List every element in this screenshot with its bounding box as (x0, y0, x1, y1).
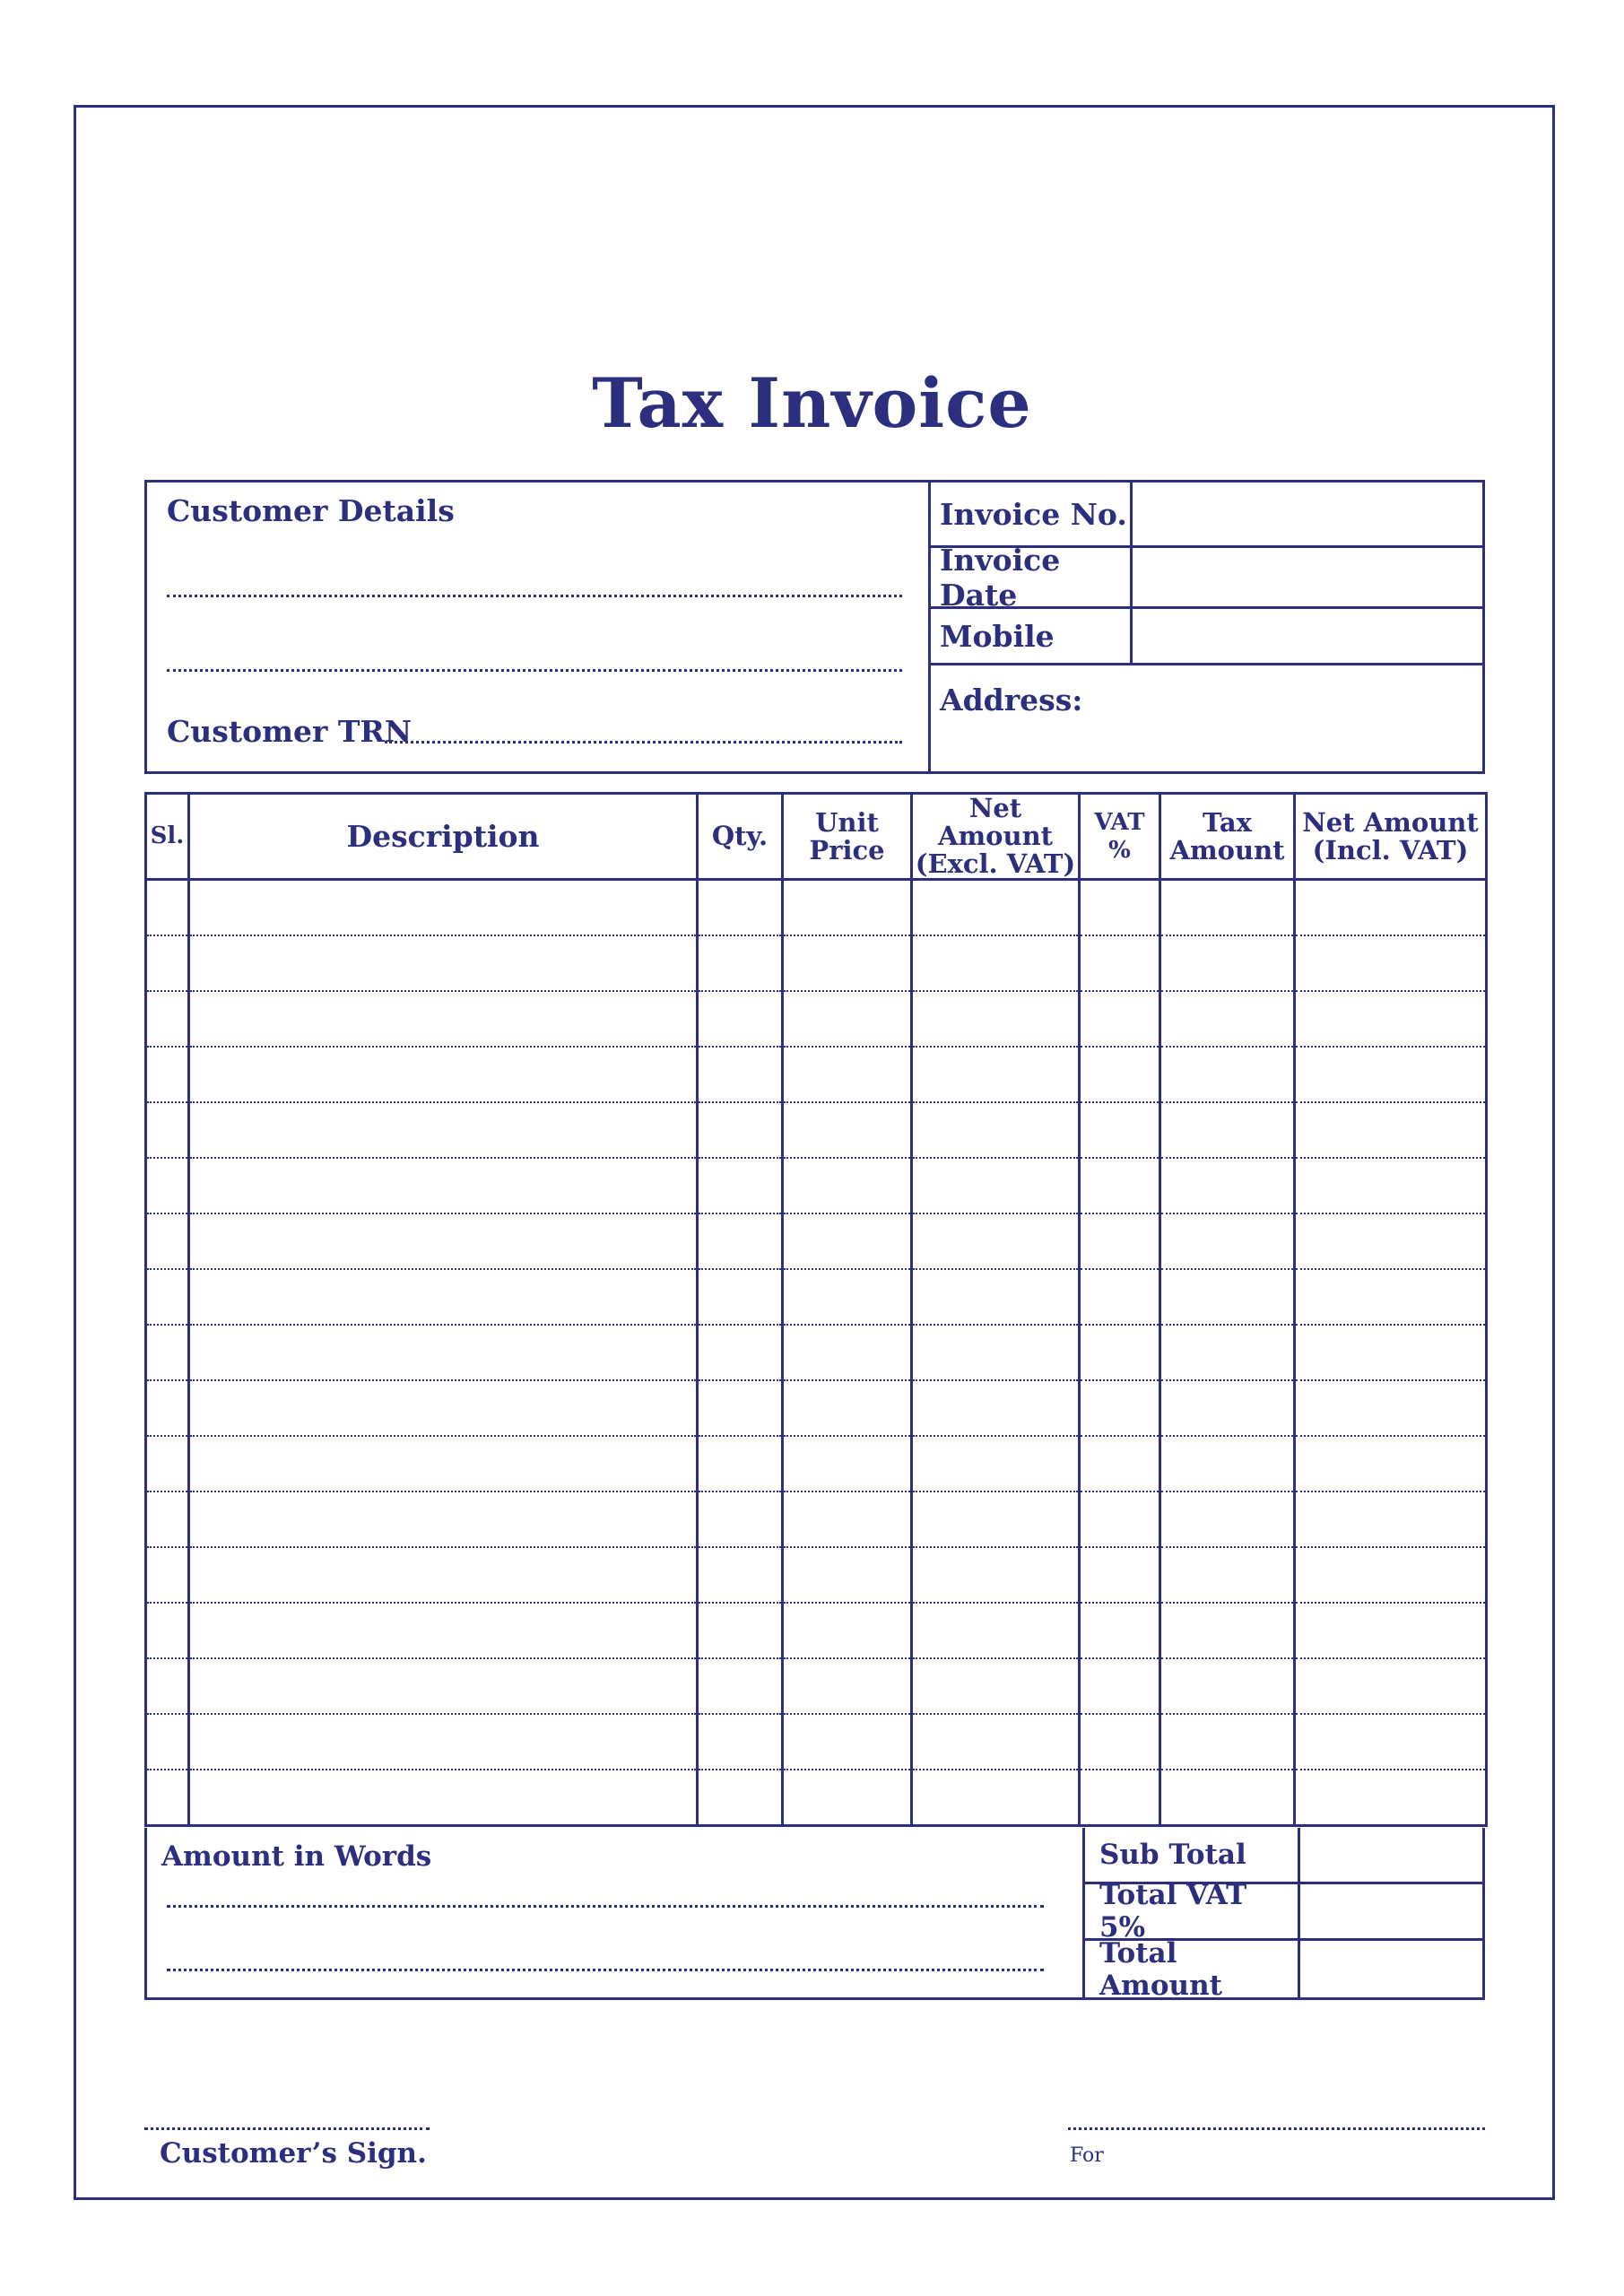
cell-vat-percent[interactable] (1080, 1547, 1160, 1603)
cell-unit-price[interactable] (783, 1658, 912, 1714)
cell-description[interactable] (189, 1102, 698, 1158)
table-row (146, 1547, 1487, 1603)
cell-sl[interactable] (146, 1603, 189, 1658)
cell-net-excl-vat[interactable] (912, 1380, 1080, 1436)
table-row (146, 1158, 1487, 1213)
cell-sl[interactable] (146, 1047, 189, 1102)
cell-net-excl-vat[interactable] (912, 1714, 1080, 1770)
invoice-no-row (931, 483, 1482, 548)
cell-qty[interactable] (698, 1492, 783, 1547)
cell-net-excl-vat[interactable] (912, 1436, 1080, 1492)
cell-vat-percent[interactable] (1080, 880, 1160, 936)
table-row (146, 1047, 1487, 1102)
cell-vat-percent[interactable] (1080, 1102, 1160, 1158)
cell-net-incl-vat[interactable] (1295, 1380, 1487, 1436)
table-row (146, 1492, 1487, 1547)
table-row (146, 1714, 1487, 1770)
cell-sl[interactable] (146, 1658, 189, 1714)
cell-qty[interactable] (698, 1047, 783, 1102)
mobile-label: Mobile (931, 609, 1133, 663)
col-header-description: Description (189, 794, 698, 880)
cell-description[interactable] (189, 1658, 698, 1714)
cell-unit-price[interactable] (783, 1714, 912, 1770)
table-row (146, 1380, 1487, 1436)
for-sign-line[interactable] (1068, 2127, 1485, 2130)
cell-qty[interactable] (698, 1213, 783, 1269)
header-block (144, 480, 1485, 774)
cell-description[interactable] (189, 1325, 698, 1380)
table-row (146, 1436, 1487, 1492)
cell-tax-amount[interactable] (1160, 1102, 1295, 1158)
cell-unit-price[interactable] (783, 1325, 912, 1380)
col-header-vat-percent: VAT % (1080, 794, 1160, 880)
cell-tax-amount[interactable] (1160, 1213, 1295, 1269)
customer-trn-line[interactable] (385, 741, 902, 744)
cell-qty[interactable] (698, 880, 783, 936)
customer-details-section (147, 483, 931, 771)
cell-net-incl-vat[interactable] (1295, 1603, 1487, 1658)
cell-unit-price[interactable] (783, 1102, 912, 1158)
cell-net-excl-vat[interactable] (912, 1325, 1080, 1380)
invoice-no-field[interactable] (1133, 483, 1482, 545)
cell-qty[interactable] (698, 1603, 783, 1658)
cell-unit-price[interactable] (783, 1436, 912, 1492)
mobile-row (931, 609, 1482, 665)
cell-tax-amount[interactable] (1160, 1770, 1295, 1826)
col-header-sl: Sl. (146, 794, 189, 880)
cell-vat-percent[interactable] (1080, 1770, 1160, 1826)
total-vat-label: Total VAT 5% (1085, 1884, 1300, 1938)
cell-tax-amount[interactable] (1160, 880, 1295, 936)
cell-net-incl-vat[interactable] (1295, 1047, 1487, 1102)
cell-vat-percent[interactable] (1080, 1269, 1160, 1325)
col-header-tax-amount: Tax Amount (1160, 794, 1295, 880)
cell-sl[interactable] (146, 1436, 189, 1492)
cell-net-incl-vat[interactable] (1295, 1213, 1487, 1269)
cell-tax-amount[interactable] (1160, 1658, 1295, 1714)
cell-net-excl-vat[interactable] (912, 1547, 1080, 1603)
cell-vat-percent[interactable] (1080, 1492, 1160, 1547)
cell-unit-price[interactable] (783, 1213, 912, 1269)
table-row (146, 1658, 1487, 1714)
cell-qty[interactable] (698, 1547, 783, 1603)
cell-tax-amount[interactable] (1160, 1547, 1295, 1603)
cell-description[interactable] (189, 1213, 698, 1269)
cell-sl[interactable] (146, 991, 189, 1047)
cell-tax-amount[interactable] (1160, 1603, 1295, 1658)
cell-net-incl-vat[interactable] (1295, 1770, 1487, 1826)
table-row (146, 1213, 1487, 1269)
cell-qty[interactable] (698, 1269, 783, 1325)
amount-in-words-label: Amount in Words (161, 1840, 432, 1873)
cell-description[interactable] (189, 1158, 698, 1213)
cell-net-incl-vat[interactable] (1295, 1436, 1487, 1492)
cell-net-excl-vat[interactable] (912, 1603, 1080, 1658)
cell-sl[interactable] (146, 935, 189, 991)
cell-description[interactable] (189, 1436, 698, 1492)
cell-qty[interactable] (698, 1436, 783, 1492)
cell-net-excl-vat[interactable] (912, 1658, 1080, 1714)
cell-vat-percent[interactable] (1080, 1603, 1160, 1658)
cell-tax-amount[interactable] (1160, 1325, 1295, 1380)
cell-unit-price[interactable] (783, 1547, 912, 1603)
cell-tax-amount[interactable] (1160, 1714, 1295, 1770)
cell-sl[interactable] (146, 1158, 189, 1213)
cell-unit-price[interactable] (783, 1380, 912, 1436)
cell-net-excl-vat[interactable] (912, 935, 1080, 991)
cell-sl[interactable] (146, 1269, 189, 1325)
cell-unit-price[interactable] (783, 991, 912, 1047)
amount-in-words-line-2[interactable] (167, 1969, 1044, 1971)
cell-qty[interactable] (698, 991, 783, 1047)
cell-description[interactable] (189, 935, 698, 991)
cell-net-incl-vat[interactable] (1295, 880, 1487, 936)
cell-net-excl-vat[interactable] (912, 1047, 1080, 1102)
cell-net-incl-vat[interactable] (1295, 1325, 1487, 1380)
customer-details-line-1[interactable] (167, 595, 902, 597)
customer-sign-line[interactable] (144, 2127, 430, 2130)
amount-in-words-section (147, 1828, 1085, 1997)
table-row (146, 1770, 1487, 1826)
cell-vat-percent[interactable] (1080, 1380, 1160, 1436)
cell-vat-percent[interactable] (1080, 1158, 1160, 1213)
cell-tax-amount[interactable] (1160, 1269, 1295, 1325)
cell-unit-price[interactable] (783, 880, 912, 936)
cell-vat-percent[interactable] (1080, 1436, 1160, 1492)
cell-qty[interactable] (698, 1714, 783, 1770)
cell-net-incl-vat[interactable] (1295, 935, 1487, 991)
total-vat-row (1085, 1879, 1482, 1944)
cell-vat-percent[interactable] (1080, 1047, 1160, 1102)
cell-qty[interactable] (698, 1158, 783, 1213)
cell-net-incl-vat[interactable] (1295, 1269, 1487, 1325)
for-label: For (1070, 2144, 1104, 2167)
cell-qty[interactable] (698, 1380, 783, 1436)
amount-in-words-line-1[interactable] (167, 1905, 1044, 1908)
table-row (146, 935, 1487, 991)
customer-details-line-2[interactable] (167, 669, 902, 672)
cell-net-incl-vat[interactable] (1295, 1658, 1487, 1714)
cell-net-excl-vat[interactable] (912, 1269, 1080, 1325)
col-header-qty: Qty. (698, 794, 783, 880)
cell-net-incl-vat[interactable] (1295, 1714, 1487, 1770)
total-amount-label: Total Amount (1085, 1941, 1300, 1997)
cell-sl[interactable] (146, 1213, 189, 1269)
cell-sl[interactable] (146, 1770, 189, 1826)
cell-net-excl-vat[interactable] (912, 1770, 1080, 1826)
cell-description[interactable] (189, 1492, 698, 1547)
cell-unit-price[interactable] (783, 1770, 912, 1826)
cell-qty[interactable] (698, 1102, 783, 1158)
sub-total-label: Sub Total (1085, 1828, 1300, 1882)
items-table (144, 792, 1488, 1827)
total-amount-row (1085, 1936, 1482, 2002)
cell-tax-amount[interactable] (1160, 1436, 1295, 1492)
cell-unit-price[interactable] (783, 1269, 912, 1325)
cell-sl[interactable] (146, 880, 189, 936)
cell-tax-amount[interactable] (1160, 1158, 1295, 1213)
cell-unit-price[interactable] (783, 1603, 912, 1658)
cell-sl[interactable] (146, 1325, 189, 1380)
cell-qty[interactable] (698, 935, 783, 991)
invoice-date-label: Invoice Date (931, 548, 1133, 606)
cell-description[interactable] (189, 1770, 698, 1826)
cell-tax-amount[interactable] (1160, 991, 1295, 1047)
customer-details-label: Customer Details (167, 493, 455, 528)
table-row (146, 1603, 1487, 1658)
cell-description[interactable] (189, 1714, 698, 1770)
cell-vat-percent[interactable] (1080, 935, 1160, 991)
cell-unit-price[interactable] (783, 1047, 912, 1102)
invoice-date-field[interactable] (1133, 548, 1482, 606)
cell-net-excl-vat[interactable] (912, 1213, 1080, 1269)
cell-unit-price[interactable] (783, 935, 912, 991)
cell-qty[interactable] (698, 1770, 783, 1826)
cell-net-excl-vat[interactable] (912, 991, 1080, 1047)
invoice-date-row (931, 542, 1482, 613)
cell-net-incl-vat[interactable] (1295, 991, 1487, 1047)
cell-vat-percent[interactable] (1080, 1714, 1160, 1770)
table-row (146, 880, 1487, 936)
cell-vat-percent[interactable] (1080, 1325, 1160, 1380)
cell-description[interactable] (189, 1047, 698, 1102)
cell-unit-price[interactable] (783, 1158, 912, 1213)
cell-description[interactable] (189, 880, 698, 936)
address-label: Address: (940, 683, 1083, 718)
cell-net-excl-vat[interactable] (912, 1102, 1080, 1158)
cell-vat-percent[interactable] (1080, 991, 1160, 1047)
cell-sl[interactable] (146, 1547, 189, 1603)
cell-net-excl-vat[interactable] (912, 1492, 1080, 1547)
cell-net-incl-vat[interactable] (1295, 1492, 1487, 1547)
totals-section (1085, 1828, 1482, 2002)
cell-description[interactable] (189, 1547, 698, 1603)
customer-trn-label: Customer TRN (167, 714, 413, 749)
cell-qty[interactable] (698, 1325, 783, 1380)
table-row (146, 1269, 1487, 1325)
table-row (146, 991, 1487, 1047)
cell-tax-amount[interactable] (1160, 935, 1295, 991)
summary-block (144, 1828, 1485, 2000)
customer-sign-label: Customer’s Sign. (160, 2137, 427, 2170)
sub-total-row (1085, 1828, 1482, 1884)
col-header-unit-price: Unit Price (783, 794, 912, 880)
cell-net-incl-vat[interactable] (1295, 1102, 1487, 1158)
col-header-net-excl-vat: Net Amount (Excl. VAT) (912, 794, 1080, 880)
cell-sl[interactable] (146, 1492, 189, 1547)
cell-sl[interactable] (146, 1102, 189, 1158)
cell-net-incl-vat[interactable] (1295, 1547, 1487, 1603)
col-header-net-incl-vat: Net Amount (Incl. VAT) (1295, 794, 1487, 880)
cell-description[interactable] (189, 1603, 698, 1658)
cell-vat-percent[interactable] (1080, 1213, 1160, 1269)
table-header-row (146, 794, 1487, 880)
cell-description[interactable] (189, 1380, 698, 1436)
cell-tax-amount[interactable] (1160, 1380, 1295, 1436)
cell-net-excl-vat[interactable] (912, 880, 1080, 936)
cell-tax-amount[interactable] (1160, 1492, 1295, 1547)
cell-sl[interactable] (146, 1714, 189, 1770)
cell-sl[interactable] (146, 1380, 189, 1436)
cell-net-incl-vat[interactable] (1295, 1158, 1487, 1213)
invoice-no-label: Invoice No. (931, 483, 1133, 545)
cell-unit-price[interactable] (783, 1492, 912, 1547)
page-title: Tax Invoice (592, 363, 1032, 443)
cell-description[interactable] (189, 991, 698, 1047)
cell-tax-amount[interactable] (1160, 1047, 1295, 1102)
mobile-field[interactable] (1133, 609, 1482, 663)
cell-qty[interactable] (698, 1658, 783, 1714)
cell-description[interactable] (189, 1269, 698, 1325)
cell-net-excl-vat[interactable] (912, 1158, 1080, 1213)
invoice-info-grid (931, 483, 1482, 771)
table-row (146, 1325, 1487, 1380)
cell-vat-percent[interactable] (1080, 1658, 1160, 1714)
table-row (146, 1102, 1487, 1158)
